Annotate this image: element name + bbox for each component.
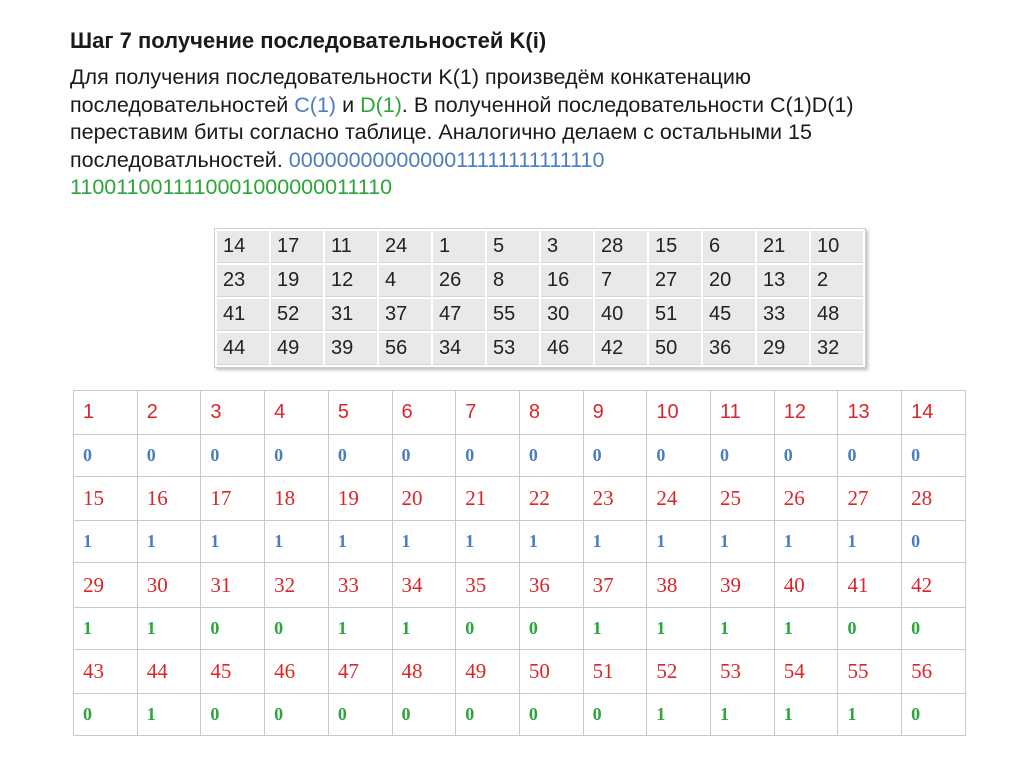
permutation-cell: 44: [217, 333, 269, 365]
bit-cell: 1: [328, 607, 392, 649]
bit-cell: 0: [328, 435, 392, 477]
position-cell: 1: [74, 391, 138, 435]
position-row: [74, 391, 966, 435]
bit-cell: 0: [902, 521, 966, 563]
permutation-cell: 40: [595, 299, 647, 331]
bit-cell: 0: [74, 693, 138, 735]
position-cell: 22: [519, 477, 583, 521]
position-cell: 50: [519, 649, 583, 693]
permutation-cell: 11: [325, 231, 377, 263]
bit-cell: 0: [265, 693, 329, 735]
position-cell: 10: [647, 391, 711, 435]
position-cell: 46: [265, 649, 329, 693]
position-cell: 11: [711, 391, 775, 435]
position-cell: 54: [774, 649, 838, 693]
position-cell: 8: [519, 391, 583, 435]
position-cell: 38: [647, 563, 711, 607]
bit-cell: 0: [265, 435, 329, 477]
bit-cell: 1: [74, 607, 138, 649]
bit-cell: 0: [392, 435, 456, 477]
permutation-cell: 13: [757, 265, 809, 297]
bit-cell: 0: [519, 607, 583, 649]
permutation-cell: 51: [649, 299, 701, 331]
para-and: и: [336, 92, 361, 117]
bit-cell: 1: [647, 693, 711, 735]
bit-cell: 0: [711, 435, 775, 477]
permutation-cell: 41: [217, 299, 269, 331]
position-cell: 14: [902, 391, 966, 435]
bit-cell: 1: [583, 521, 647, 563]
bit-cell: 1: [711, 521, 775, 563]
permutation-cell: 2: [811, 265, 863, 297]
position-row: [74, 649, 966, 693]
bit-cell: 0: [201, 435, 265, 477]
bit-cell: 0: [902, 607, 966, 649]
position-cell: 34: [392, 563, 456, 607]
bit-cell: 1: [392, 607, 456, 649]
position-cell: 33: [328, 563, 392, 607]
position-cell: 37: [583, 563, 647, 607]
bit-cell: 0: [201, 693, 265, 735]
permutation-cell: 45: [703, 299, 755, 331]
position-cell: 7: [456, 391, 520, 435]
bit-cell: 0: [838, 435, 902, 477]
position-cell: 55: [838, 649, 902, 693]
bit-cell: 0: [647, 435, 711, 477]
bit-row: [74, 521, 966, 563]
bit-cell: 1: [647, 521, 711, 563]
position-cell: 39: [711, 563, 775, 607]
para-text-2: . В полученной последовательности C(1)D(1) переставим биты согласно таблице. Аналогично делаем с остальными 15 последоватльностей.: [70, 92, 854, 172]
permutation-cell: 12: [325, 265, 377, 297]
permutation-cell: 34: [433, 333, 485, 365]
description-paragraph: [70, 64, 970, 202]
bit-cell: 1: [392, 521, 456, 563]
permutation-row: [217, 299, 863, 331]
position-cell: 5: [328, 391, 392, 435]
bit-cell: 1: [838, 693, 902, 735]
bit-cell: 0: [519, 435, 583, 477]
position-cell: 42: [902, 563, 966, 607]
position-cell: 56: [902, 649, 966, 693]
position-row: [74, 563, 966, 607]
slide-title: Шаг 7 получение последовательностей K(i): [70, 28, 547, 53]
bit-cell: 1: [519, 521, 583, 563]
bit-cell: 0: [328, 693, 392, 735]
bit-cell: 1: [774, 693, 838, 735]
permutation-cell: 3: [541, 231, 593, 263]
position-cell: 13: [838, 391, 902, 435]
permutation-cell: 42: [595, 333, 647, 365]
permutation-cell: 26: [433, 265, 485, 297]
permutation-cell: 29: [757, 333, 809, 365]
position-cell: 53: [711, 649, 775, 693]
bit-cell: 0: [456, 607, 520, 649]
position-cell: 49: [456, 649, 520, 693]
permutation-cell: 5: [487, 231, 539, 263]
position-cell: 6: [392, 391, 456, 435]
position-cell: 41: [838, 563, 902, 607]
position-cell: 2: [137, 391, 201, 435]
position-cell: 16: [137, 477, 201, 521]
position-cell: 28: [902, 477, 966, 521]
para-text-1: Для получения последовательности K(1) произведём конкатенацию последовательностей: [70, 65, 751, 117]
c1-label: C(1): [294, 92, 337, 117]
position-cell: 21: [456, 477, 520, 521]
bit-cell: 0: [774, 435, 838, 477]
permutation-cell: 36: [703, 333, 755, 365]
permutation-cell: 8: [487, 265, 539, 297]
permutation-cell: 20: [703, 265, 755, 297]
bit-row: [74, 693, 966, 735]
position-cell: 25: [711, 477, 775, 521]
bit-cell: 1: [201, 521, 265, 563]
position-cell: 18: [265, 477, 329, 521]
position-cell: 45: [201, 649, 265, 693]
bit-cell: 1: [647, 607, 711, 649]
permutation-cell: 4: [379, 265, 431, 297]
permutation-cell: 27: [649, 265, 701, 297]
position-cell: 30: [137, 563, 201, 607]
bit-cell: 0: [902, 693, 966, 735]
permutation-cell: 37: [379, 299, 431, 331]
permutation-cell: 39: [325, 333, 377, 365]
permutation-cell: 21: [757, 231, 809, 263]
bit-row: [74, 607, 966, 649]
bit-cell: 1: [583, 607, 647, 649]
bit-cell: 0: [583, 693, 647, 735]
position-cell: 19: [328, 477, 392, 521]
position-cell: 12: [774, 391, 838, 435]
permutation-cell: 46: [541, 333, 593, 365]
bit-cell: 1: [456, 521, 520, 563]
bit-cell: 0: [74, 435, 138, 477]
permutation-cell: 10: [811, 231, 863, 263]
bit-cell: 1: [137, 693, 201, 735]
position-cell: 29: [74, 563, 138, 607]
permutation-cell: 7: [595, 265, 647, 297]
bit-cell: 1: [328, 521, 392, 563]
position-cell: 36: [519, 563, 583, 607]
permutation-cell: 53: [487, 333, 539, 365]
permutation-row: [217, 265, 863, 297]
bit-cell: 1: [774, 521, 838, 563]
permutation-cell: 15: [649, 231, 701, 263]
position-cell: 43: [74, 649, 138, 693]
permutation-cell: 50: [649, 333, 701, 365]
bit-cell: 0: [137, 435, 201, 477]
permutation-cell: 56: [379, 333, 431, 365]
bit-cell: 1: [137, 521, 201, 563]
bit-cell: 1: [774, 607, 838, 649]
position-cell: 23: [583, 477, 647, 521]
bit-cell: 0: [265, 607, 329, 649]
permutation-table: [214, 228, 866, 368]
permutation-cell: 16: [541, 265, 593, 297]
bit-table: [73, 390, 966, 736]
bit-cell: 0: [838, 607, 902, 649]
bit-row: [74, 435, 966, 477]
position-cell: 52: [647, 649, 711, 693]
permutation-cell: 24: [379, 231, 431, 263]
bit-cell: 1: [838, 521, 902, 563]
c-bits-sequence: 0000000000000011111111111110: [288, 147, 605, 172]
position-cell: 3: [201, 391, 265, 435]
bit-cell: 1: [137, 607, 201, 649]
permutation-cell: 23: [217, 265, 269, 297]
permutation-cell: 1: [433, 231, 485, 263]
position-cell: 26: [774, 477, 838, 521]
permutation-cell: 31: [325, 299, 377, 331]
permutation-cell: 55: [487, 299, 539, 331]
position-cell: 44: [137, 649, 201, 693]
position-cell: 15: [74, 477, 138, 521]
position-cell: 4: [265, 391, 329, 435]
permutation-cell: 14: [217, 231, 269, 263]
bit-cell: 1: [711, 693, 775, 735]
permutation-cell: 6: [703, 231, 755, 263]
bit-cell: 1: [711, 607, 775, 649]
position-cell: 32: [265, 563, 329, 607]
permutation-cell: 47: [433, 299, 485, 331]
bit-cell: 0: [456, 435, 520, 477]
permutation-cell: 48: [811, 299, 863, 331]
position-cell: 48: [392, 649, 456, 693]
permutation-cell: 30: [541, 299, 593, 331]
bit-cell: 0: [456, 693, 520, 735]
bit-cell: 0: [583, 435, 647, 477]
bit-cell: 1: [265, 521, 329, 563]
permutation-cell: 19: [271, 265, 323, 297]
position-cell: 47: [328, 649, 392, 693]
bit-cell: 0: [201, 607, 265, 649]
permutation-cell: 17: [271, 231, 323, 263]
d1-label: D(1): [360, 92, 402, 117]
position-cell: 51: [583, 649, 647, 693]
bit-cell: 0: [902, 435, 966, 477]
position-row: [74, 477, 966, 521]
permutation-cell: 52: [271, 299, 323, 331]
position-cell: 24: [647, 477, 711, 521]
position-cell: 27: [838, 477, 902, 521]
d-bits-sequence: 1100110011110001000000011110: [70, 175, 393, 199]
position-cell: 31: [201, 563, 265, 607]
permutation-cell: 28: [595, 231, 647, 263]
permutation-row: [217, 231, 863, 263]
position-cell: 20: [392, 477, 456, 521]
position-cell: 9: [583, 391, 647, 435]
permutation-cell: 32: [811, 333, 863, 365]
permutation-row: [217, 333, 863, 365]
bit-cell: 1: [74, 521, 138, 563]
position-cell: 35: [456, 563, 520, 607]
permutation-cell: 49: [271, 333, 323, 365]
position-cell: 17: [201, 477, 265, 521]
position-cell: 40: [774, 563, 838, 607]
bit-cell: 0: [392, 693, 456, 735]
bit-cell: 0: [519, 693, 583, 735]
permutation-cell: 33: [757, 299, 809, 331]
